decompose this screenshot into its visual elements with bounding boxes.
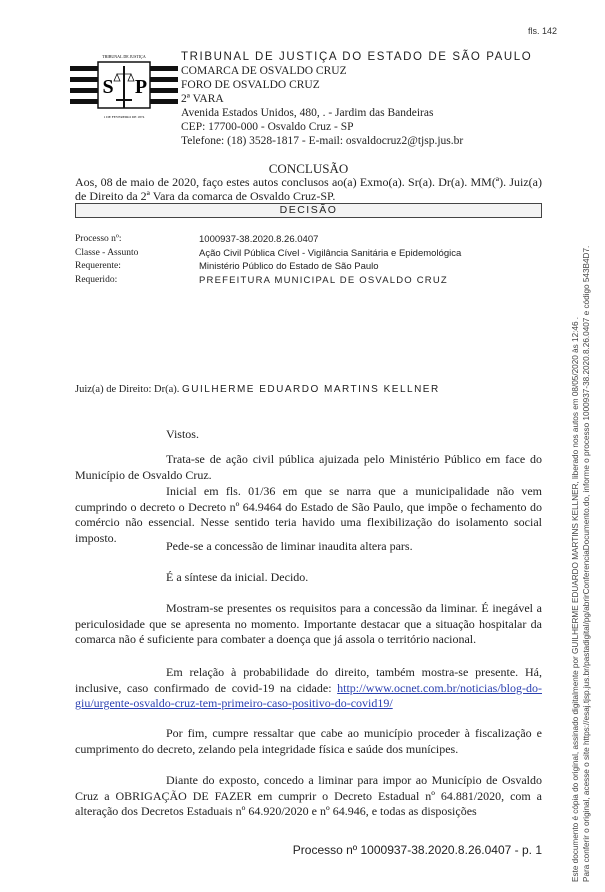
vara: 2ª VARA — [181, 93, 224, 105]
paragraph: Mostram-se presentes os requisitos para a concessão da liminar. É inegável a periculosidade que se apresenta no momento. Importante destacar que a situação hospitalar da comarca não é suficiente para combater a doença que já assola o território nacional. — [75, 601, 542, 646]
paragraph — [75, 665, 542, 712]
paragraph: Trata-se de ação civil pública ajuizada pelo Ministério Público em face do Município de Osvaldo Cruz. — [75, 452, 542, 482]
conclusion-title: CONCLUSÃO — [268, 161, 349, 176]
paragraph: Pede-se a concessão de liminar inaudita altera pars. — [166, 539, 413, 553]
conclusion-text: Aos, 08 de maio de 2020, faço estes autos conclusos ao(a) Exmo(a). Sr(a). Dr(a). MM(ª). Juiz(a) de Direito da 2ª Vara da comarca de Osvaldo Cruz-SP. — [75, 175, 542, 203]
foro: FORO DE OSVALDO CRUZ — [181, 79, 320, 91]
judge-name: GUILHERME EDUARDO MARTINS KELLNER — [182, 384, 440, 395]
logo-bottom-text: 1 DE FEVEREIRO DE 1874 — [103, 115, 145, 119]
paragraph: Diante do exposto, concedo a liminar para impor ao Município de Osvaldo Cruz a OBRIGAÇÃO DE FAZER em cumprir o Decreto Estadual nº 64.881/2020, com a alteração dos Decretos Estaduais nº 64.920/2020 e nº 64.946, e todas as disposições — [75, 773, 542, 818]
paragraph: É a síntese da inicial. Decido. — [166, 570, 309, 584]
page-footer: Processo nº 1000937-38.2020.8.26.0407 - p. 1 — [292, 843, 542, 857]
case-info-value: Ministério Público do Estado de São Paulo — [199, 261, 379, 272]
comarca: COMARCA DE OSVALDO CRUZ — [181, 65, 347, 77]
case-info-label: Requerido: — [75, 274, 118, 285]
paragraph-text: Em relação à probabilidade do direito, também mostra-se presente. Há, inclusive, caso confirmado de covid-19 na cidade: — [75, 665, 542, 695]
judge-label: Juiz(a) de Direito: Dr(a). — [75, 384, 180, 395]
judge-line — [75, 384, 440, 395]
contact: Telefone: (18) 3528-1817 - E-mail: osvaldocruz2@tjsp.jus.br — [181, 135, 464, 147]
case-info-row — [75, 274, 461, 288]
case-info-label: Requerente: — [75, 261, 121, 271]
case-info-row — [75, 260, 461, 274]
paragraph: Por fim, cumpre ressaltar que cabe ao município proceder à fiscalização e cumprimento do decreto, zelando pela integridade física e saúde dos munícipes. — [75, 726, 542, 756]
cep: CEP: 17700-000 - Osvaldo Cruz - SP — [181, 121, 354, 133]
case-info-value: PREFEITURA MUNICIPAL DE OSVALDO CRUZ — [199, 274, 448, 286]
verification-line: Para conferir o original, acesse o site https://esaj.tjsp.jus.br/pastadigital/pg/abrirConferenciaDocumento.do, informe o processo 1000937-38.2020.8.26.0407 e código 543B4D7. — [582, 245, 591, 882]
tjsp-logo — [70, 52, 178, 120]
case-info-label: Classe - Assunto — [75, 247, 139, 258]
paragraph: Inicial em fls. 01/36 em que se narra que a municipalidade não vem cumprindo o decreto o Decreto nº 64.9464 do Estado de São Paulo, que impõe o fechamento do comércio não essencial. Nesse sentido teria havido uma flexibilização do isolamento social imposto. — [75, 484, 542, 545]
case-info-row — [75, 233, 461, 247]
case-info — [75, 233, 461, 287]
digital-signature-note — [570, 122, 592, 882]
case-info-value: 1000937-38.2020.8.26.0407 — [199, 234, 319, 245]
signature-line: Este documento é cópia do original, assinado digitalmente por GUILHERME EDUARDO MARTINS KELLNER, liberado nos autos em 08/05/2020 às 12:46 . — [571, 316, 580, 882]
case-info-label: Processo nº: — [75, 234, 122, 244]
decision-title: DECISÃO — [75, 203, 542, 218]
court-name: TRIBUNAL DE JUSTIÇA DO ESTADO DE SÃO PAULO — [181, 51, 533, 63]
logo-top-text: TRIBUNAL DE JUSTIÇA — [102, 54, 146, 59]
logo-letter-s: S — [102, 76, 114, 98]
page-number: fls. 142 — [528, 26, 558, 36]
address: Avenida Estados Unidos, 480, . - Jardim das Bandeiras — [181, 107, 434, 119]
news-link[interactable]: http://www.ocnet.com.br/noticias/blog-do-giu/urgente-osvaldo-cruz-tem-primeiro-caso-positivo-do-covid19/ — [75, 680, 542, 710]
court-header — [181, 50, 532, 148]
paragraph-vistos: Vistos. — [166, 427, 199, 441]
case-info-value: Ação Civil Pública Cível - Vigilância Sanitária e Epidemológica — [199, 247, 462, 259]
case-info-row — [75, 247, 461, 261]
logo-letter-p: P — [134, 76, 148, 98]
